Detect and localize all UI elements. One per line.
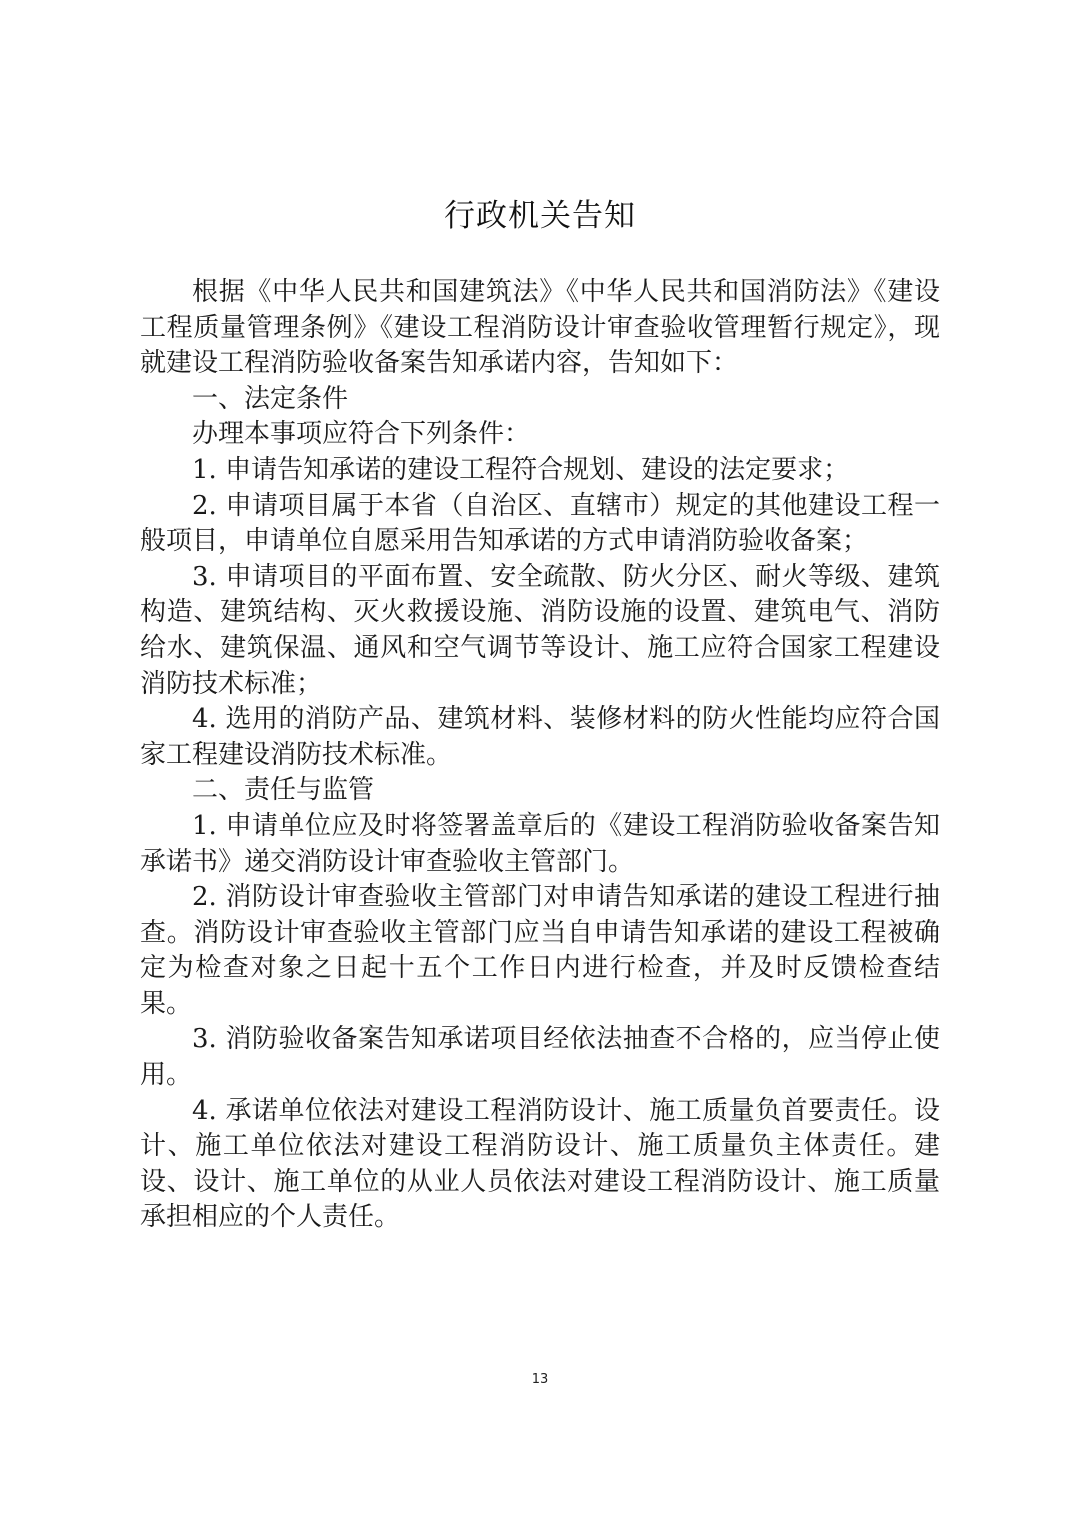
intro-paragraph: 根据《中华人民共和国建筑法》《中华人民共和国消防法》《建设工程质量管理条例》《建设工程消防设计审查验收管理暂行规定》，现就建设工程消防验收备案告知承诺内容，告知如下：: [140, 277, 940, 379]
document-body: [140, 275, 940, 1236]
condition-item: 2. 申请项目属于本省（自治区、直辖市）规定的其他建设工程一般项目，申请单位自愿采用告知承诺的方式申请消防验收备案；: [140, 490, 940, 557]
responsibility-item: 3. 消防验收备案告知承诺项目经依法抽查不合格的，应当停止使用。: [140, 1024, 940, 1091]
responsibility-item: 2. 消防设计审查验收主管部门对申请告知承诺的建设工程进行抽查。消防设计审查验收主管部门应当自申请告知承诺的建设工程被确定为检查对象之日起十五个工作日内进行检查，并及时反馈检查结果。: [140, 882, 940, 1019]
condition-item: 4. 选用的消防产品、建筑材料、装修材料的防火性能均应符合国家工程建设消防技术标准。: [140, 704, 940, 770]
section-lead: 办理本事项应符合下列条件：: [192, 419, 531, 450]
section-heading-legal-conditions: 一、法定条件: [192, 383, 349, 414]
condition-item: 3. 申请项目的平面布置、安全疏散、防火分区、耐火等级、建筑构造、建筑结构、灭火救援设施、消防设施的设置、建筑电气、消防给水、建筑保温、通风和空气调节等设计、施工应符合国家工程建设消防技术标准；: [140, 561, 940, 699]
responsibility-item: 4. 承诺单位依法对建设工程消防设计、施工质量负首要责任。设计、施工单位依法对建设工程消防设计、施工质量负主体责任。建设、设计、施工单位的从业人员依法对建设工程消防设计、施工质量承担相应的个人责任。: [140, 1095, 940, 1233]
page-number: 13: [531, 1372, 549, 1387]
page-title: 行政机关告知: [444, 198, 636, 234]
section-heading-responsibility: 二、责任与监管: [192, 775, 375, 806]
condition-item: 1. 申请告知承诺的建设工程符合规划、建设的法定要求；: [192, 454, 850, 485]
responsibility-item: 1. 申请单位应及时将签署盖章后的《建设工程消防验收备案告知承诺书》递交消防设计审查验收主管部门。: [140, 810, 940, 877]
